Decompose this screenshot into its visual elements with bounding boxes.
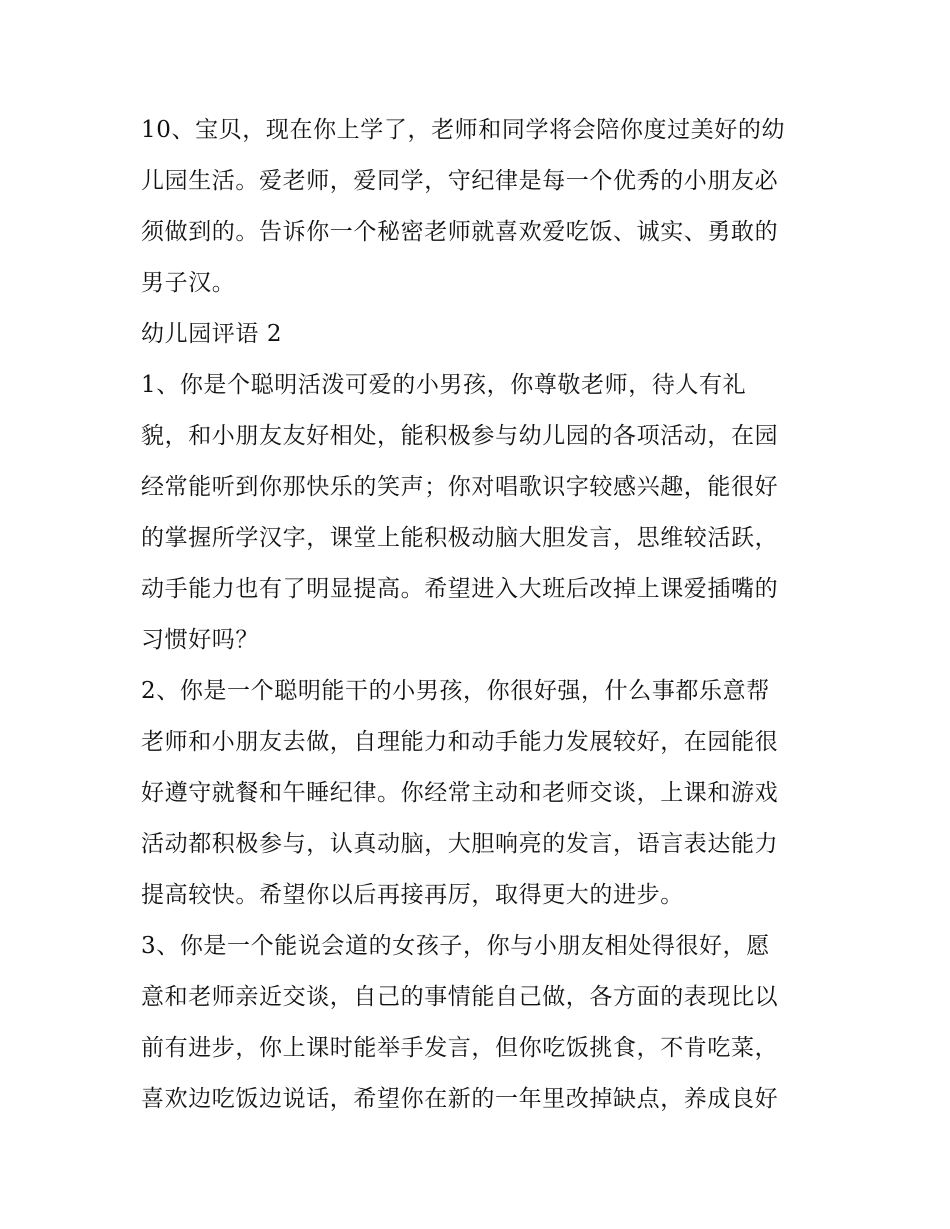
paragraph-1-line-5: 动手能力也有了明显提高。希望进入大班后改掉上课爱插嘴的 <box>141 576 779 602</box>
paragraph-2-line-2: 老师和小朋友去做，自理能力和动手能力发展较好，在园能很 <box>141 729 779 755</box>
paragraph-2-line-1: 2、你是一个聪明能干的小男孩，你很好强，什么事都乐意帮 <box>141 678 770 704</box>
paragraph-2-line-5: 提高较快。希望你以后再接再厉，取得更大的进步。 <box>141 882 684 908</box>
paragraph-2-line-4: 活动都积极参与，认真动脑，大胆响亮的发言，语言表达能力 <box>141 831 779 857</box>
paragraph-10-line-4: 男子汉。 <box>141 270 236 296</box>
paragraph-1-line-3: 经常能听到你那快乐的笑声；你对唱歌识字较感兴趣，能很好 <box>141 474 779 500</box>
paragraph-2-line-3: 好遵守就餐和午睡纪律。你经常主动和老师交谈，上课和游戏 <box>141 780 779 806</box>
paragraph-10-line-3: 须做到的。告诉你一个秘密老师就喜欢爱吃饭、诚实、勇敢的 <box>141 219 779 245</box>
paragraph-1-line-1: 1、你是个聪明活泼可爱的小男孩，你尊敬老师，待人有礼 <box>141 372 747 398</box>
paragraph-1-line-6: 习惯好吗？ <box>141 627 259 653</box>
paragraph-10-line-1: 10、宝贝，现在你上学了，老师和同学将会陪你度过美好的幼 <box>141 117 786 143</box>
paragraph-3-line-4: 喜欢边吃饭边说话，希望你在新的一年里改掉缺点，养成良好 <box>141 1086 779 1112</box>
paragraph-1-line-2: 貌，和小朋友友好相处，能积极参与幼儿园的各项活动，在园 <box>141 423 779 449</box>
paragraph-10-line-2: 儿园生活。爱老师，爱同学，守纪律是每一个优秀的小朋友必 <box>141 168 779 194</box>
paragraph-1-line-4: 的掌握所学汉字，课堂上能积极动脑大胆发言，思维较活跃， <box>141 525 779 551</box>
paragraph-3-line-3: 前有进步，你上课时能举手发言，但你吃饭挑食，不肯吃菜， <box>141 1035 779 1061</box>
paragraph-3-line-2: 意和老师亲近交谈，自己的事情能自己做，各方面的表现比以 <box>141 984 779 1010</box>
section-heading: 幼儿园评语 2 <box>141 321 283 347</box>
paragraph-3-line-1: 3、你是一个能说会道的女孩子，你与小朋友相处得很好，愿 <box>141 933 770 959</box>
